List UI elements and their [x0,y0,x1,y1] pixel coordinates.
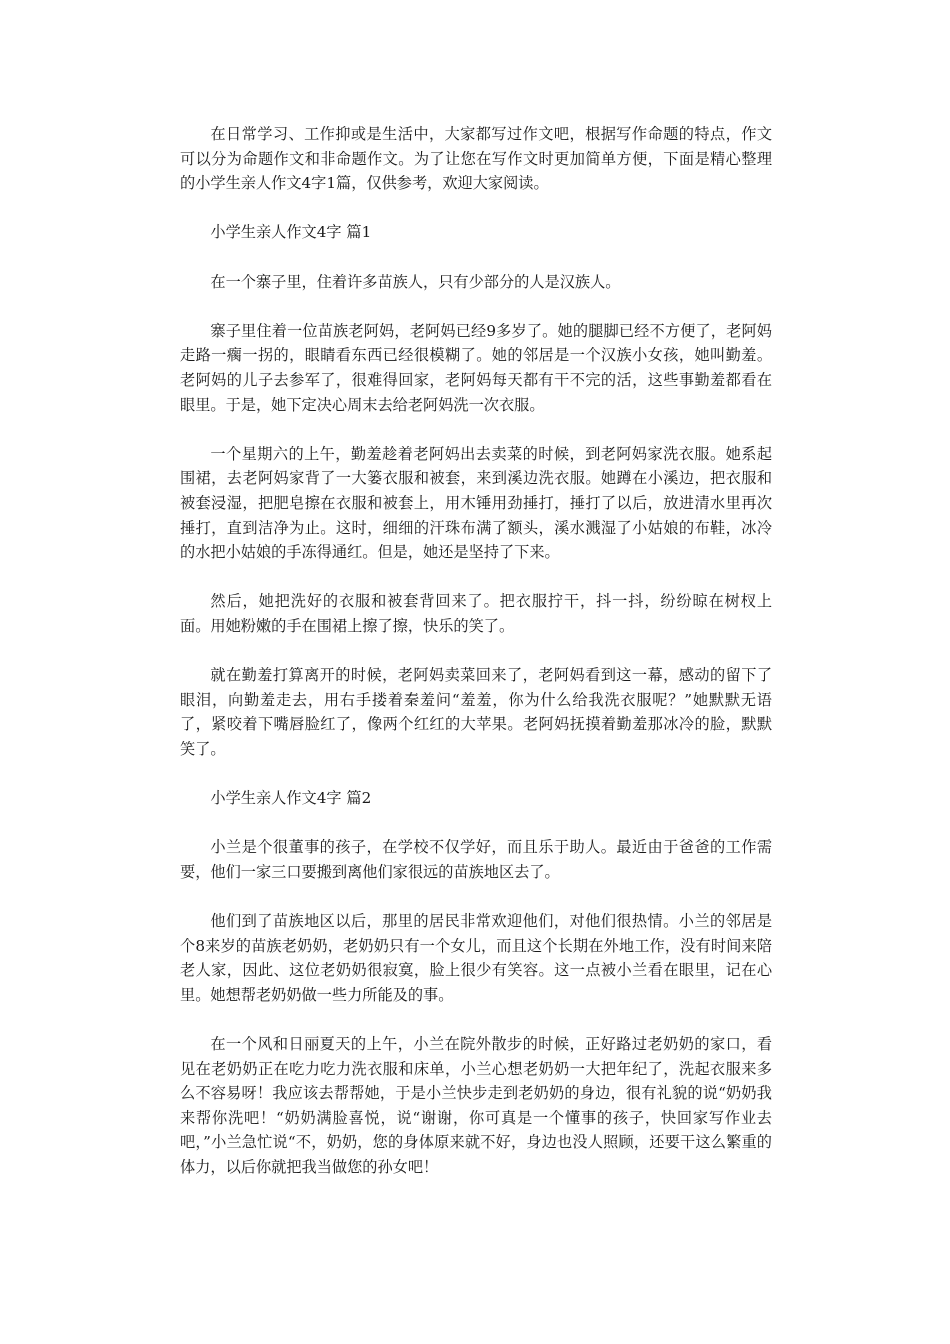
section-1-heading: 小学生亲人作文4字 篇1 [210,223,372,242]
section-1-paragraph-1: 在一个寨子里，住着许多苗族人，只有少部分的人是汉族人。 [210,272,621,291]
section-1-paragraph-4: 然后，她把洗好的衣服和被套背回来了。把衣服拧干，抖一抖，纷纷晾在树杈上面。用她粉嫩的手在围裙上擦了擦，快乐的笑了。 [180,592,772,635]
section-2-paragraph-1: 小兰是个很董事的孩子，在学校不仅学好，而且乐于助人。最近由于爸爸的工作需要，他们一家三口要搬到离他们家很远的苗族地区去了。 [180,838,772,881]
section-2-paragraph-3: 在一个风和日丽夏天的上午，小兰在院外散步的时候，正好路过老奶奶的家口，看见在老奶奶正在吃力吃力洗衣服和床单，小兰心想老奶奶一大把年纪了，洗起衣服来多么不容易呀！我应该去帮帮她，于是小兰快步走到老奶奶的身边，很有礼貌的说“奶奶我来帮你洗吧！“奶奶满脸喜悦，说“谢谢，你可真是一个懂事的孩子，快回家写作业去吧，”小兰急忙说“不，奶奶，您的身体原来就不好，身边也没人照顾，还要干这么繁重的体力，以后你就把我当做您的孙女吧！ [180,1034,772,1176]
intro-paragraph: 在日常学习、工作抑或是生活中，大家都写过作文吧，根据写作命题的特点，作文可以分为命题作文和非命题作文。为了让您在写作文时更加简单方便，下面是精心整理的小学生亲人作文4字1篇，仅供参考，欢迎大家阅读。 [180,125,772,193]
section-2-heading: 小学生亲人作文4字 篇2 [210,789,372,808]
section-2-paragraph-2: 他们到了苗族地区以后，那里的居民非常欢迎他们，对他们很热情。小兰的邻居是个8来岁的苗族老奶奶，老奶奶只有一个女儿，而且这个长期在外地工作，没有时间来陪老人家，因此、这位老奶奶很寂寞，脸上很少有笑容。这一点被小兰看在眼里，记在心里。她想帮老奶奶做一些力所能及的事。 [180,912,772,1004]
document-page [180,122,772,1204]
section-1-paragraph-2: 寨子里住着一位苗族老阿妈，老阿妈已经9多岁了。她的腿脚已经不方便了，老阿妈走路一瘸一拐的，眼睛看东西已经很模糊了。她的邻居是一个汉族小女孩，她叫勤羞。老阿妈的儿子去参军了，很难得回家，老阿妈每天都有干不完的活，这些事勤羞都看在眼里。于是，她下定决心周末去给老阿妈洗一次衣服。 [180,321,772,414]
section-1-paragraph-5: 就在勤羞打算离开的时候，老阿妈卖菜回来了，老阿妈看到这一幕，感动的留下了眼泪，向勤羞走去，用右手搂着秦羞问“羞羞，你为什么给我洗衣服呢？”她默默无语了，紧咬着下嘴唇脸红了，像两个红红的大苹果。老阿妈抚摸着勤羞那冰冷的脸，默默笑了。 [180,666,772,758]
section-1-paragraph-3: 一个星期六的上午，勤羞趁着老阿妈出去卖菜的时候，到老阿妈家洗衣服。她系起围裙，去老阿妈家背了一大篓衣服和被套，来到溪边洗衣服。她蹲在小溪边，把衣服和被套浸湿，把肥皂擦在衣服和被套上，用木锤用劲捶打，捶打了以后，放进清水里再次捶打，直到洁净为止。这时，细细的汗珠布满了额头，溪水溅湿了小姑娘的布鞋，冰冷的水把小姑娘的手冻得通红。但是，她还是坚持了下来。 [180,444,772,562]
